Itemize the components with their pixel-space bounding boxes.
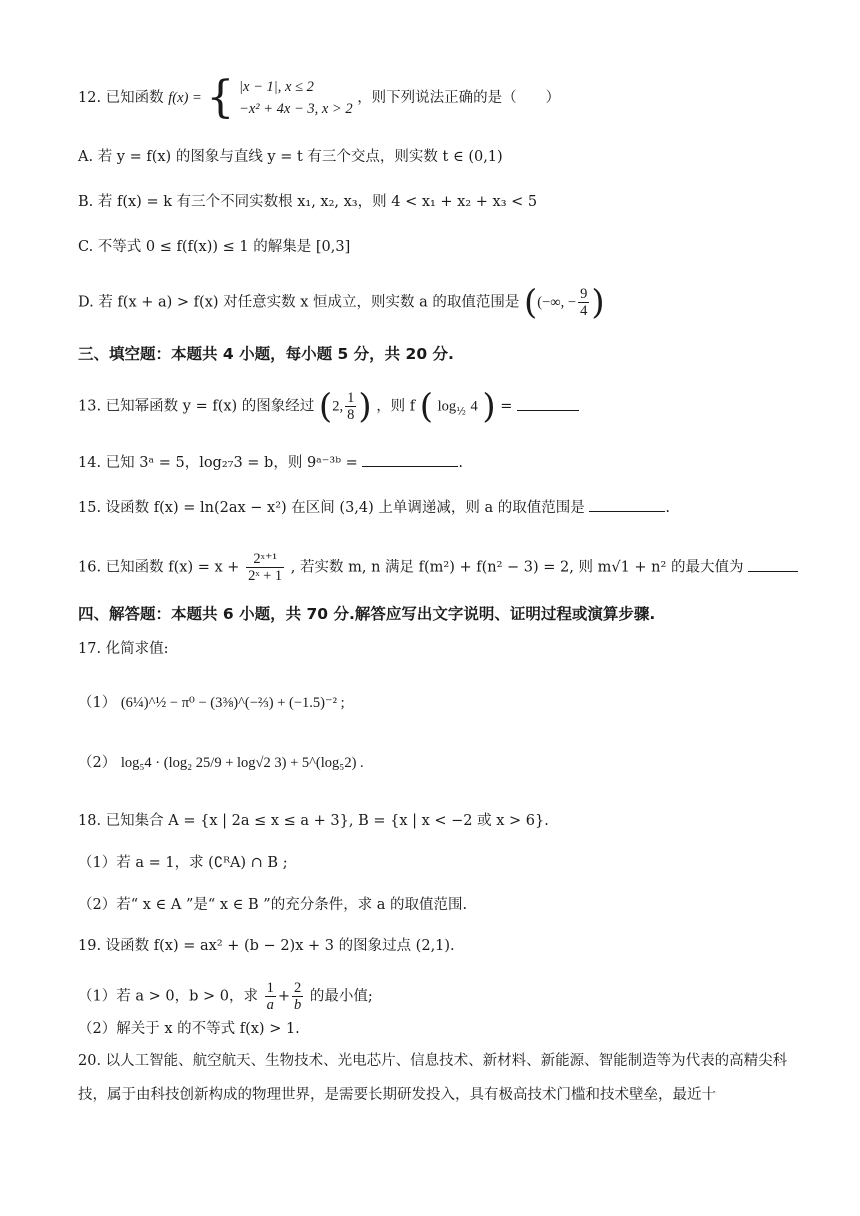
q19-frac1-den: a [266, 997, 274, 1013]
q13-text-2: ，则 f [376, 398, 416, 415]
q19-title: 19. 设函数 f(x) = ax² + (b − 2)x + 3 的图象过点 (2,1). [78, 938, 455, 954]
q12-piece-2: −x² + 4x − 3, x > 2 [239, 101, 353, 117]
question-19-part-2 [78, 1018, 800, 1040]
q13-paren-left: ( [318, 386, 333, 427]
q12-option-b-text: B. 若 f(x) = k 有三个不同实数根 x₁, x₂, x₃，则 4 < x₁ + x₂ + x₃ < 5 [78, 194, 538, 210]
q16-text-2: , 若实数 m, n 满足 f(m²) + f(n² − 3) = 2, 则 m√1 + n² 的最大值为 [290, 559, 744, 576]
q20-text: 20. 以人工智能、航空航天、生物技术、光电芯片、信息技术、新材料、新能源、智能制造等为代表的高精尖科技，属于由科技创新构成的物理世界，是需要长期研发投入，具有极高技术门槛和技术壁垒，最近十 [78, 1053, 788, 1103]
q19-p1-post: 的最小值; [309, 988, 373, 1005]
q12-piecewise [239, 76, 353, 120]
q19-p2: （2）解关于 x 的不等式 f(x) > 1. [78, 1021, 300, 1037]
q17-title: 17. 化简求值: [78, 641, 169, 657]
q12-option-d-text: D. 若 f(x + a) > f(x) 对任意实数 x 恒成立，则实数 a 的取值范围是 [78, 294, 520, 311]
q14-answer-blank[interactable] [362, 452, 458, 467]
q12-function-lhs: f(x) = [168, 90, 202, 106]
q12-option-a-text: A. 若 y = f(x) 的图象与直线 y = t 有三个交点，则实数 t ∈ (0,1) [78, 149, 503, 165]
q13-equals: = [500, 398, 513, 415]
q14-end: . [458, 455, 464, 471]
section-3-title: 三、填空题：本题共 4 小题，每小题 5 分，共 20 分. [78, 345, 454, 363]
question-16 [78, 551, 800, 584]
q13-log-arg: 4 [470, 398, 478, 415]
section-4-heading [78, 603, 800, 625]
q16-num: 2ˣ⁺¹ [246, 551, 284, 568]
q12-option-a [78, 146, 800, 168]
q18-title: 18. 已知集合 A = {x | 2a ≤ x ≤ a + 3}, B = {x | x < −2 或 x > 6}. [78, 813, 549, 829]
q14-text: 14. 已知 3ᵃ = 5，log₂₇3 = b，则 9ᵃ⁻³ᵇ = [78, 455, 358, 471]
q12-option-d-den: 4 [580, 303, 588, 319]
q15-end: . [665, 500, 670, 516]
q12-piece-1: |x − 1|, x ≤ 2 [239, 79, 314, 95]
q15-answer-blank[interactable] [589, 497, 665, 512]
question-17-part-1 [78, 692, 800, 714]
q12-option-d-interval: (−∞, − [537, 294, 577, 311]
q12-option-d-fraction [578, 286, 589, 319]
question-12-stem [78, 72, 800, 123]
question-15 [78, 497, 800, 519]
q19-frac2-num: 2 [293, 980, 302, 996]
q19-plus: + [277, 988, 290, 1005]
q12-option-c [78, 236, 800, 258]
q19-fraction-2 [292, 980, 303, 1013]
q13-num: 1 [347, 390, 355, 406]
q13-answer-blank[interactable] [517, 396, 579, 411]
q13-fraction [345, 390, 356, 423]
question-19-title [78, 935, 800, 957]
question-18-part-1 [78, 852, 800, 874]
q16-fraction [246, 551, 284, 584]
q13-log-base: ½ [456, 406, 466, 418]
q12-suffix: ，则下列说法正确的是（ ） [357, 90, 561, 106]
question-19-part-1 [78, 980, 800, 1013]
q18-p2: （2）若“ x ∈ A ”是“ x ∈ B ”的充分条件，求 a 的取值范围. [78, 897, 468, 913]
q13-f-paren-left: ( [419, 386, 434, 427]
q19-fraction-1 [265, 980, 276, 1013]
question-18-part-2 [78, 894, 800, 916]
question-14 [78, 452, 800, 474]
question-13 [78, 386, 800, 427]
q16-den: 2ˣ + 1 [248, 568, 283, 584]
question-18-title [78, 810, 800, 832]
q13-text-1: 13. 已知幂函数 y = f(x) 的图象经过 [78, 398, 315, 415]
q12-option-d-num: 9 [580, 286, 588, 302]
q19-p1-pre: （1）若 a > 0，b > 0，求 [78, 988, 258, 1005]
question-17-part-2 [78, 752, 800, 774]
q17-p2-label: （2） [78, 755, 117, 771]
q15-text: 15. 设函数 f(x) = ln(2ax − x²) 在区间 (3,4) 上单调递减，则 a 的取值范围是 [78, 500, 585, 516]
q18-p1: （1）若 a = 1，求 (∁ᴿA) ∩ B ; [78, 855, 288, 871]
q13-den: 8 [347, 407, 355, 423]
q12-brace: { [206, 72, 235, 123]
q12-option-b [78, 191, 800, 213]
q13-f-paren-right: ) [482, 386, 496, 427]
q19-frac2-den: b [293, 997, 302, 1013]
q13-paren-right: ) [358, 386, 372, 427]
section-4-title: 四、解答题：本题共 6 小题，共 70 分.解答应写出文字说明、证明过程或演算步骤. [78, 605, 656, 623]
q12-option-c-text: C. 不等式 0 ≤ f(f(x)) ≤ 1 的解集是 [0,3] [78, 239, 351, 255]
q12-option-d-paren-right: ) [591, 282, 605, 323]
question-17-title [78, 638, 800, 660]
q17-p2-expression: log₅4 · (log₂ 25/9 + log√2 3) + 5^(log₅2) . [120, 755, 364, 771]
q17-p1-label: （1） [78, 695, 117, 711]
q13-log: log [437, 398, 457, 415]
section-3-heading [78, 343, 800, 365]
q12-option-d-paren-left: ( [524, 282, 538, 323]
q16-answer-blank[interactable] [748, 557, 798, 572]
q19-frac1-num: 1 [266, 980, 274, 996]
question-20 [78, 1044, 800, 1112]
q12-option-d [78, 282, 800, 323]
q13-point-x: 2, [332, 398, 344, 415]
q16-text-1: 16. 已知函数 f(x) = x + [78, 559, 240, 576]
q17-p1-expression: (6¼)^½ − π⁰ − (3⅜)^(−⅔) + (−1.5)⁻² ; [120, 695, 345, 711]
q12-prefix: 12. 已知函数 [78, 90, 164, 106]
